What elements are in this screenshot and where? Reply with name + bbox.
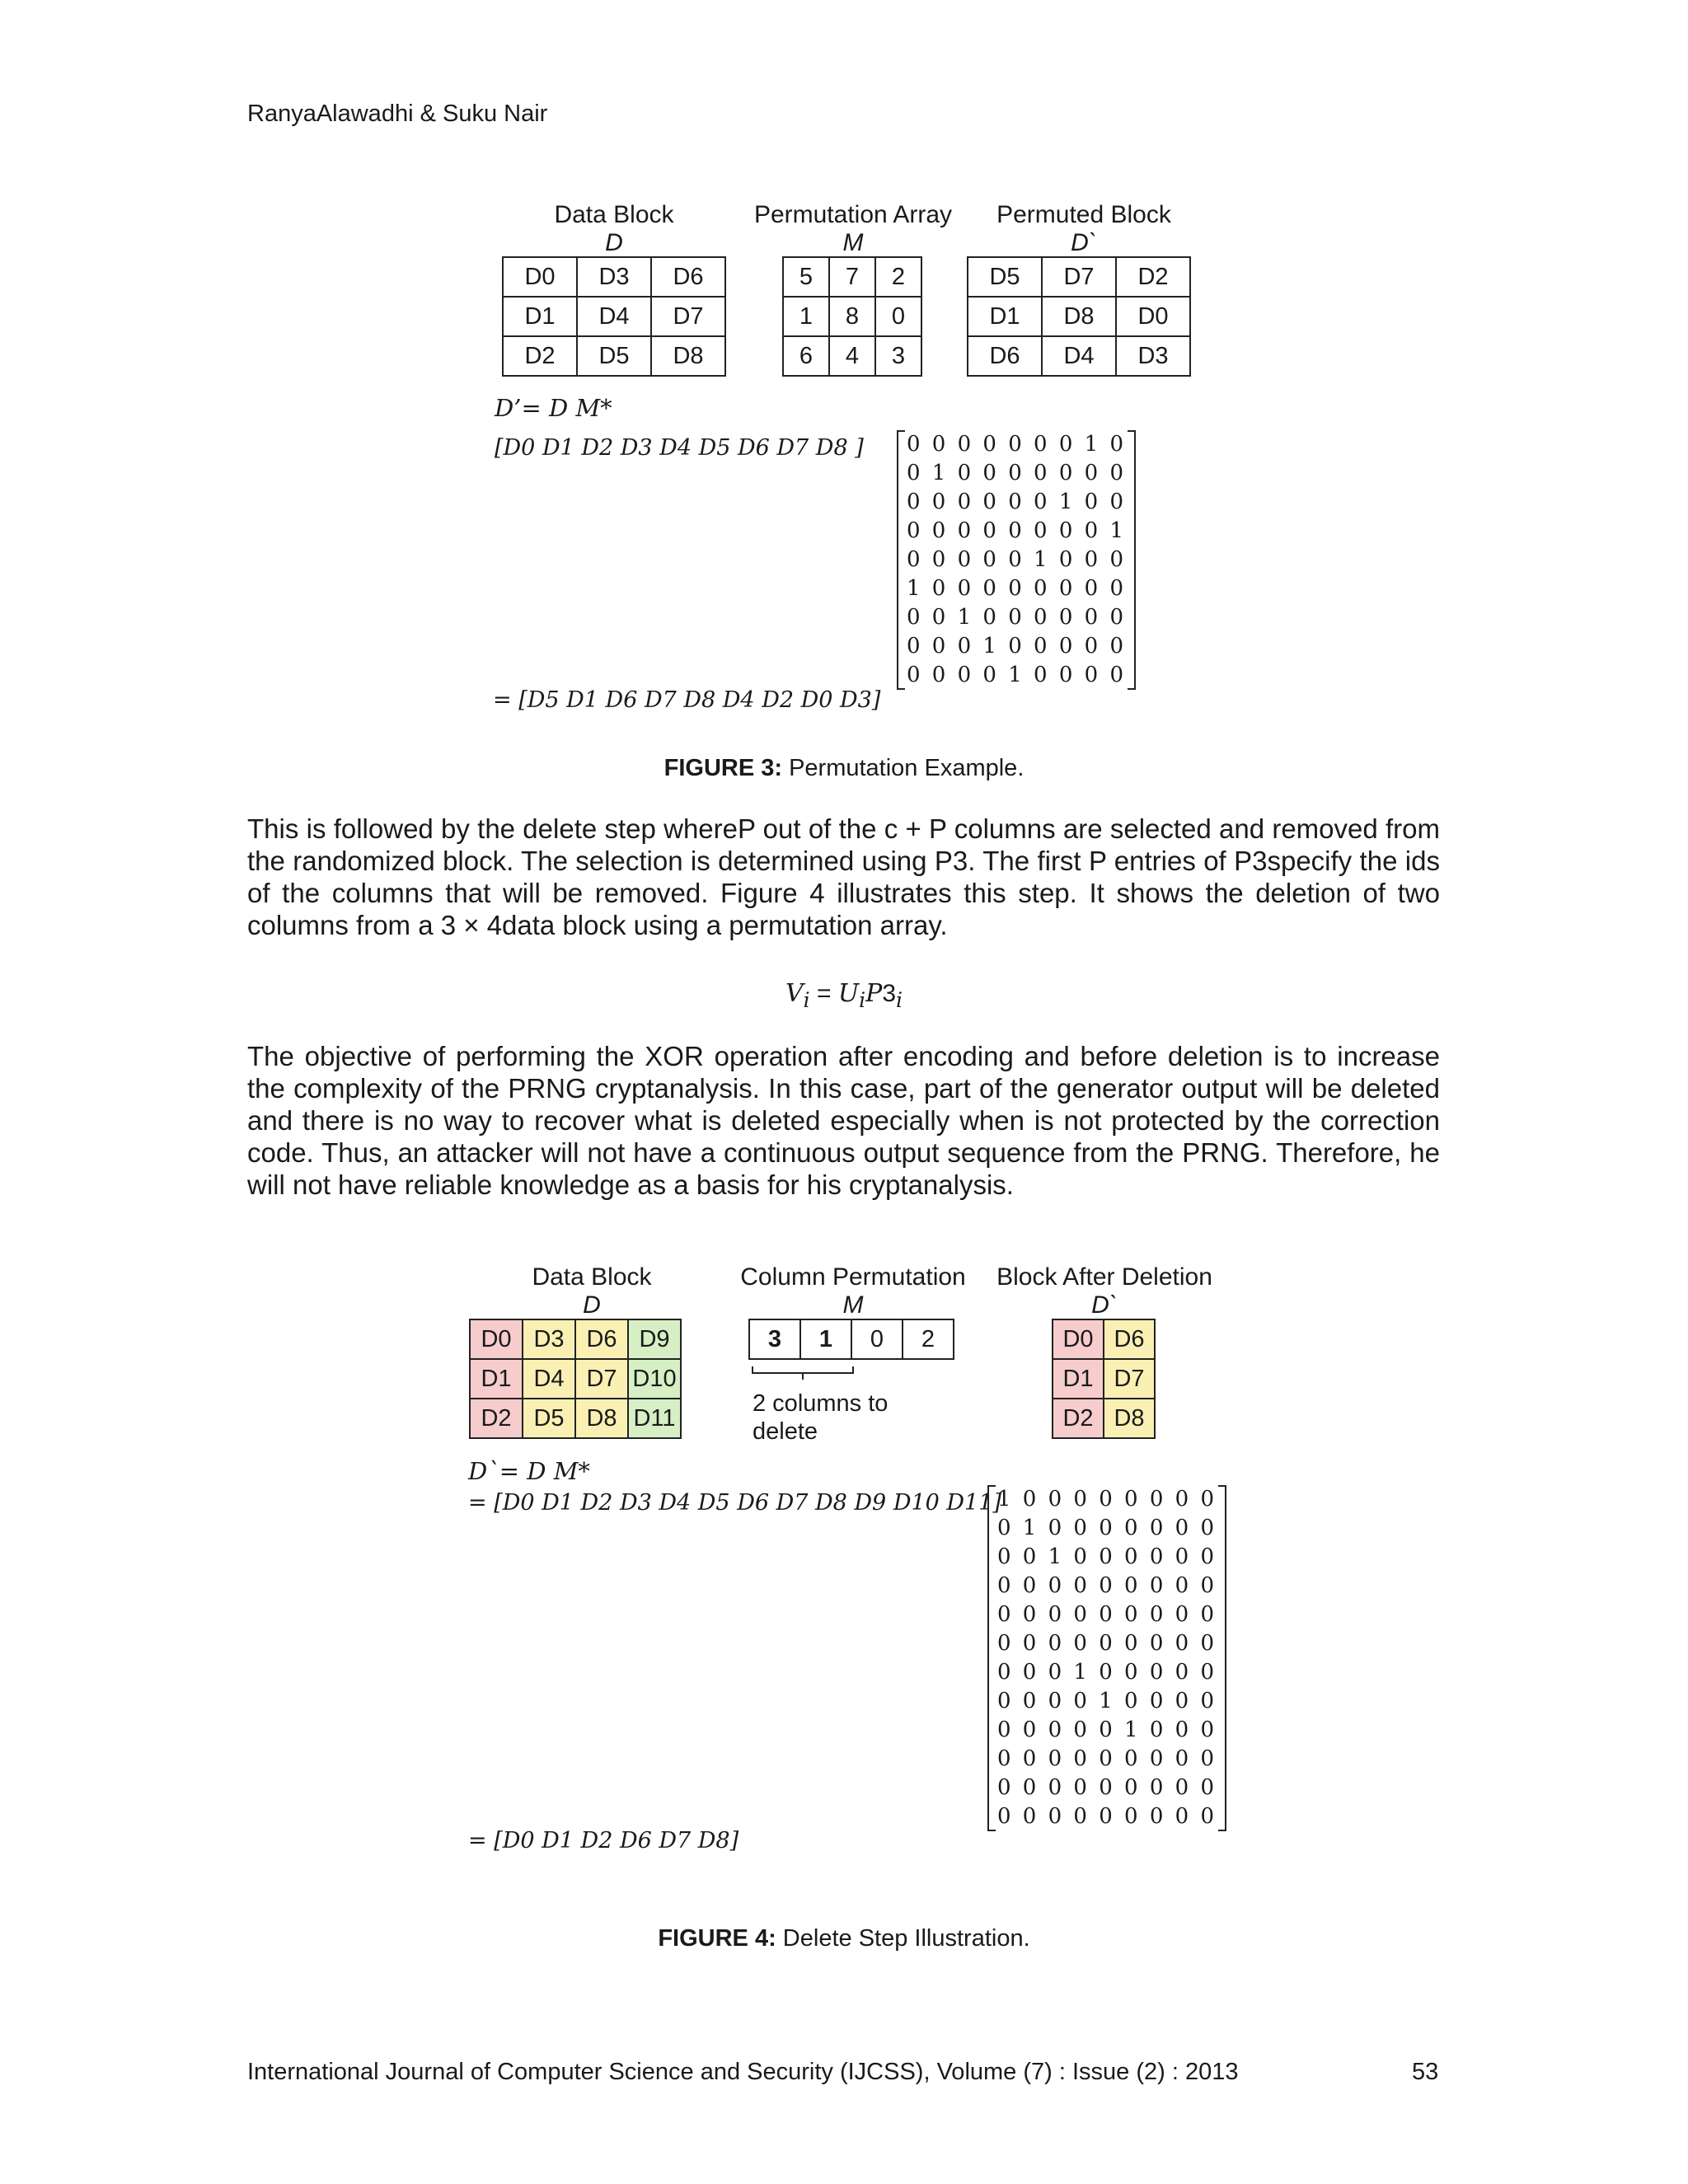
matrix-row: 0 1 0 0 0 0 0 0 0: [997, 1516, 1217, 1540]
fig3-permuted-block-title: Permuted Block D`: [996, 201, 1171, 256]
table-cell: 0: [851, 1319, 903, 1359]
table-cell: D3: [523, 1319, 575, 1359]
fig4-col-perm-table: [748, 1319, 954, 1360]
table-cell: 7: [829, 257, 875, 297]
table-row: [470, 1359, 681, 1399]
table-cell: D1: [503, 297, 577, 336]
paragraph-xor-objective: The objective of performing the XOR operation after encoding and before deletion is to increase the complexity of the PRNG cryptanalysis. In this case, part of the generator output will be deleted and there is no way to recover what is deleted especially when is not protected by the correction code. Thus, an attacker will not have a continuous output sequence from the PRNG. Therefore, he will not have reliable knowledge as a basis for his cryptanalysis.: [247, 1041, 1440, 1200]
fig4-after-deletion-title: Block After Deletion D`: [996, 1263, 1212, 1319]
table-cell: 2: [903, 1319, 954, 1359]
table-cell: D1: [470, 1359, 523, 1399]
figure4-caption: FIGURE 4: Delete Step Illustration.: [658, 1925, 1030, 1952]
matrix-row: 0 0 0 0 0 0 0 0 0: [997, 1775, 1217, 1800]
table-cell: 3: [749, 1319, 800, 1359]
table-cell: D10: [628, 1359, 681, 1399]
fig4-deletion-matrix: [997, 1485, 1217, 1831]
table-cell: D3: [1116, 336, 1190, 376]
table-cell: D2: [1116, 257, 1190, 297]
fig4-data-block-title: Data Block D: [532, 1263, 652, 1319]
table-cell: 8: [829, 297, 875, 336]
table-cell: D0: [503, 257, 577, 297]
table-row: [1053, 1359, 1155, 1399]
table-row: [503, 297, 725, 336]
table-cell: D4: [1042, 336, 1116, 376]
table-cell: 5: [783, 257, 829, 297]
table-cell: D7: [575, 1359, 628, 1399]
table-cell: D7: [1042, 257, 1116, 297]
fig4-col-perm-title: Column Permutation M: [740, 1263, 966, 1319]
delete-brace: [750, 1365, 857, 1390]
table-row: [783, 257, 921, 297]
table-row: [968, 297, 1190, 336]
table-row: [783, 336, 921, 376]
matrix-row: 0 0 0 0 0 0 0 0 0: [997, 1631, 1217, 1656]
fig4-equation-label: D`= D M*: [468, 1457, 590, 1485]
table-cell: 1: [800, 1319, 851, 1359]
table-cell: D5: [523, 1399, 575, 1438]
table-cell: D4: [523, 1359, 575, 1399]
matrix-row: 0 0 0 0 0 0 0 0 1: [907, 518, 1126, 543]
table-cell: D9: [628, 1319, 681, 1359]
table-cell: D0: [1053, 1319, 1104, 1359]
table-row: [1053, 1319, 1155, 1359]
table-cell: D0: [470, 1319, 523, 1359]
table-cell: D0: [1116, 297, 1190, 336]
matrix-row: 0 0 1 0 0 0 0 0 0: [997, 1544, 1217, 1569]
matrix-row: 0 0 1 0 0 0 0 0 0: [907, 605, 1126, 630]
table-row: [503, 257, 725, 297]
table-cell: D5: [577, 336, 651, 376]
table-row: [503, 336, 725, 376]
matrix-row: 0 0 0 0 1 0 0 0 0: [997, 1689, 1217, 1713]
table-cell: 1: [783, 297, 829, 336]
table-row: [968, 257, 1190, 297]
fig3-perm-array-title: Permutation Array M: [753, 201, 953, 256]
fig4-input-vector: = [D0 D1 D2 D3 D4 D5 D6 D7 D8 D9 D10 D11]: [468, 1490, 1001, 1516]
fig3-permuted-block-table: [967, 256, 1191, 377]
table-cell: D1: [1053, 1359, 1104, 1399]
table-cell: D11: [628, 1399, 681, 1438]
matrix-row: 1 0 0 0 0 0 0 0 0: [907, 576, 1126, 601]
table-cell: D1: [968, 297, 1042, 336]
table-cell: D8: [1042, 297, 1116, 336]
matrix-left-bracket: [897, 430, 905, 690]
matrix-row: 0 0 0 1 0 0 0 0 0: [907, 634, 1126, 658]
table-cell: 4: [829, 336, 875, 376]
matrix-left-bracket: [987, 1485, 996, 1831]
table-cell: D5: [968, 257, 1042, 297]
figure3-caption: FIGURE 3: Permutation Example.: [663, 755, 1025, 781]
table-row: [470, 1319, 681, 1359]
table-cell: D8: [575, 1399, 628, 1438]
footer-journal: International Journal of Computer Science and Security (IJCSS), Volume (7) : Issue (2) : 2013: [247, 2059, 1239, 2085]
matrix-row: 0 0 0 0 0 0 0 0 0: [997, 1804, 1217, 1829]
table-row: [470, 1399, 681, 1438]
equation-vi: $V_i = U_iP3_i$: [785, 979, 903, 1012]
fig3-equation-label: D’= D M*: [495, 394, 612, 422]
table-cell: D8: [1104, 1399, 1155, 1438]
table-cell: 2: [875, 257, 921, 297]
matrix-right-bracket: [1218, 1485, 1226, 1831]
table-cell: D2: [1053, 1399, 1104, 1438]
table-cell: D6: [1104, 1319, 1155, 1359]
matrix-row: 0 0 0 1 0 0 0 0 0: [997, 1660, 1217, 1685]
fig4-data-block-table: [469, 1319, 682, 1439]
matrix-row: 0 0 0 0 1 0 0 0 0: [907, 663, 1126, 687]
table-cell: D2: [503, 336, 577, 376]
table-cell: D3: [577, 257, 651, 297]
table-row: [749, 1319, 954, 1359]
running-header: RanyaAlawadhi & Suku Nair: [247, 101, 548, 127]
table-cell: D7: [1104, 1359, 1155, 1399]
fig3-data-block-table: [502, 256, 726, 377]
matrix-row: 1 0 0 0 0 0 0 0 0: [997, 1487, 1217, 1511]
table-cell: 6: [783, 336, 829, 376]
table-row: [1053, 1399, 1155, 1438]
delete-note: 2 columns to delete: [753, 1390, 889, 1445]
fig3-perm-array-table: [782, 256, 922, 377]
table-row: [783, 297, 921, 336]
matrix-row: 0 1 0 0 0 0 0 0 0: [907, 461, 1126, 485]
matrix-right-bracket: [1128, 430, 1136, 690]
matrix-row: 0 0 0 0 0 0 0 0 0: [997, 1746, 1217, 1771]
table-cell: D8: [651, 336, 725, 376]
table-cell: D7: [651, 297, 725, 336]
matrix-row: 0 0 0 0 0 0 0 1 0: [907, 432, 1126, 457]
matrix-row: 0 0 0 0 0 1 0 0 0: [907, 547, 1126, 572]
table-cell: 3: [875, 336, 921, 376]
table-row: [968, 336, 1190, 376]
page-number: 53: [1412, 2059, 1439, 2085]
matrix-row: 0 0 0 0 0 1 0 0 0: [997, 1718, 1217, 1742]
matrix-row: 0 0 0 0 0 0 0 0 0: [997, 1602, 1217, 1627]
table-cell: D6: [651, 257, 725, 297]
table-cell: D6: [968, 336, 1042, 376]
fig3-permutation-matrix: [907, 430, 1126, 690]
matrix-row: 0 0 0 0 0 0 1 0 0: [907, 490, 1126, 514]
fig3-data-block-title: Data Block D: [554, 201, 674, 256]
fig3-result: = [D5 D1 D6 D7 D8 D4 D2 D0 D3]: [493, 687, 881, 713]
fig4-result: = [D0 D1 D2 D6 D7 D8]: [468, 1828, 739, 1854]
table-cell: D6: [575, 1319, 628, 1359]
paragraph-delete-step: This is followed by the delete step whereP out of the c + P columns are selected and removed from the randomized block. The selection is determined using P3. The first P entries of P3specify the ids of the columns that will be removed. Figure 4 illustrates this step. It shows the deletion of two columns from a 3 × 4data block using a permutation array.: [247, 813, 1440, 940]
fig4-after-deletion-table: [1052, 1319, 1156, 1439]
table-cell: D2: [470, 1399, 523, 1438]
matrix-row: 0 0 0 0 0 0 0 0 0: [997, 1573, 1217, 1598]
table-cell: 0: [875, 297, 921, 336]
table-cell: D4: [577, 297, 651, 336]
fig3-input-vector: [D0 D1 D2 D3 D4 D5 D6 D7 D8 ]: [495, 435, 864, 461]
